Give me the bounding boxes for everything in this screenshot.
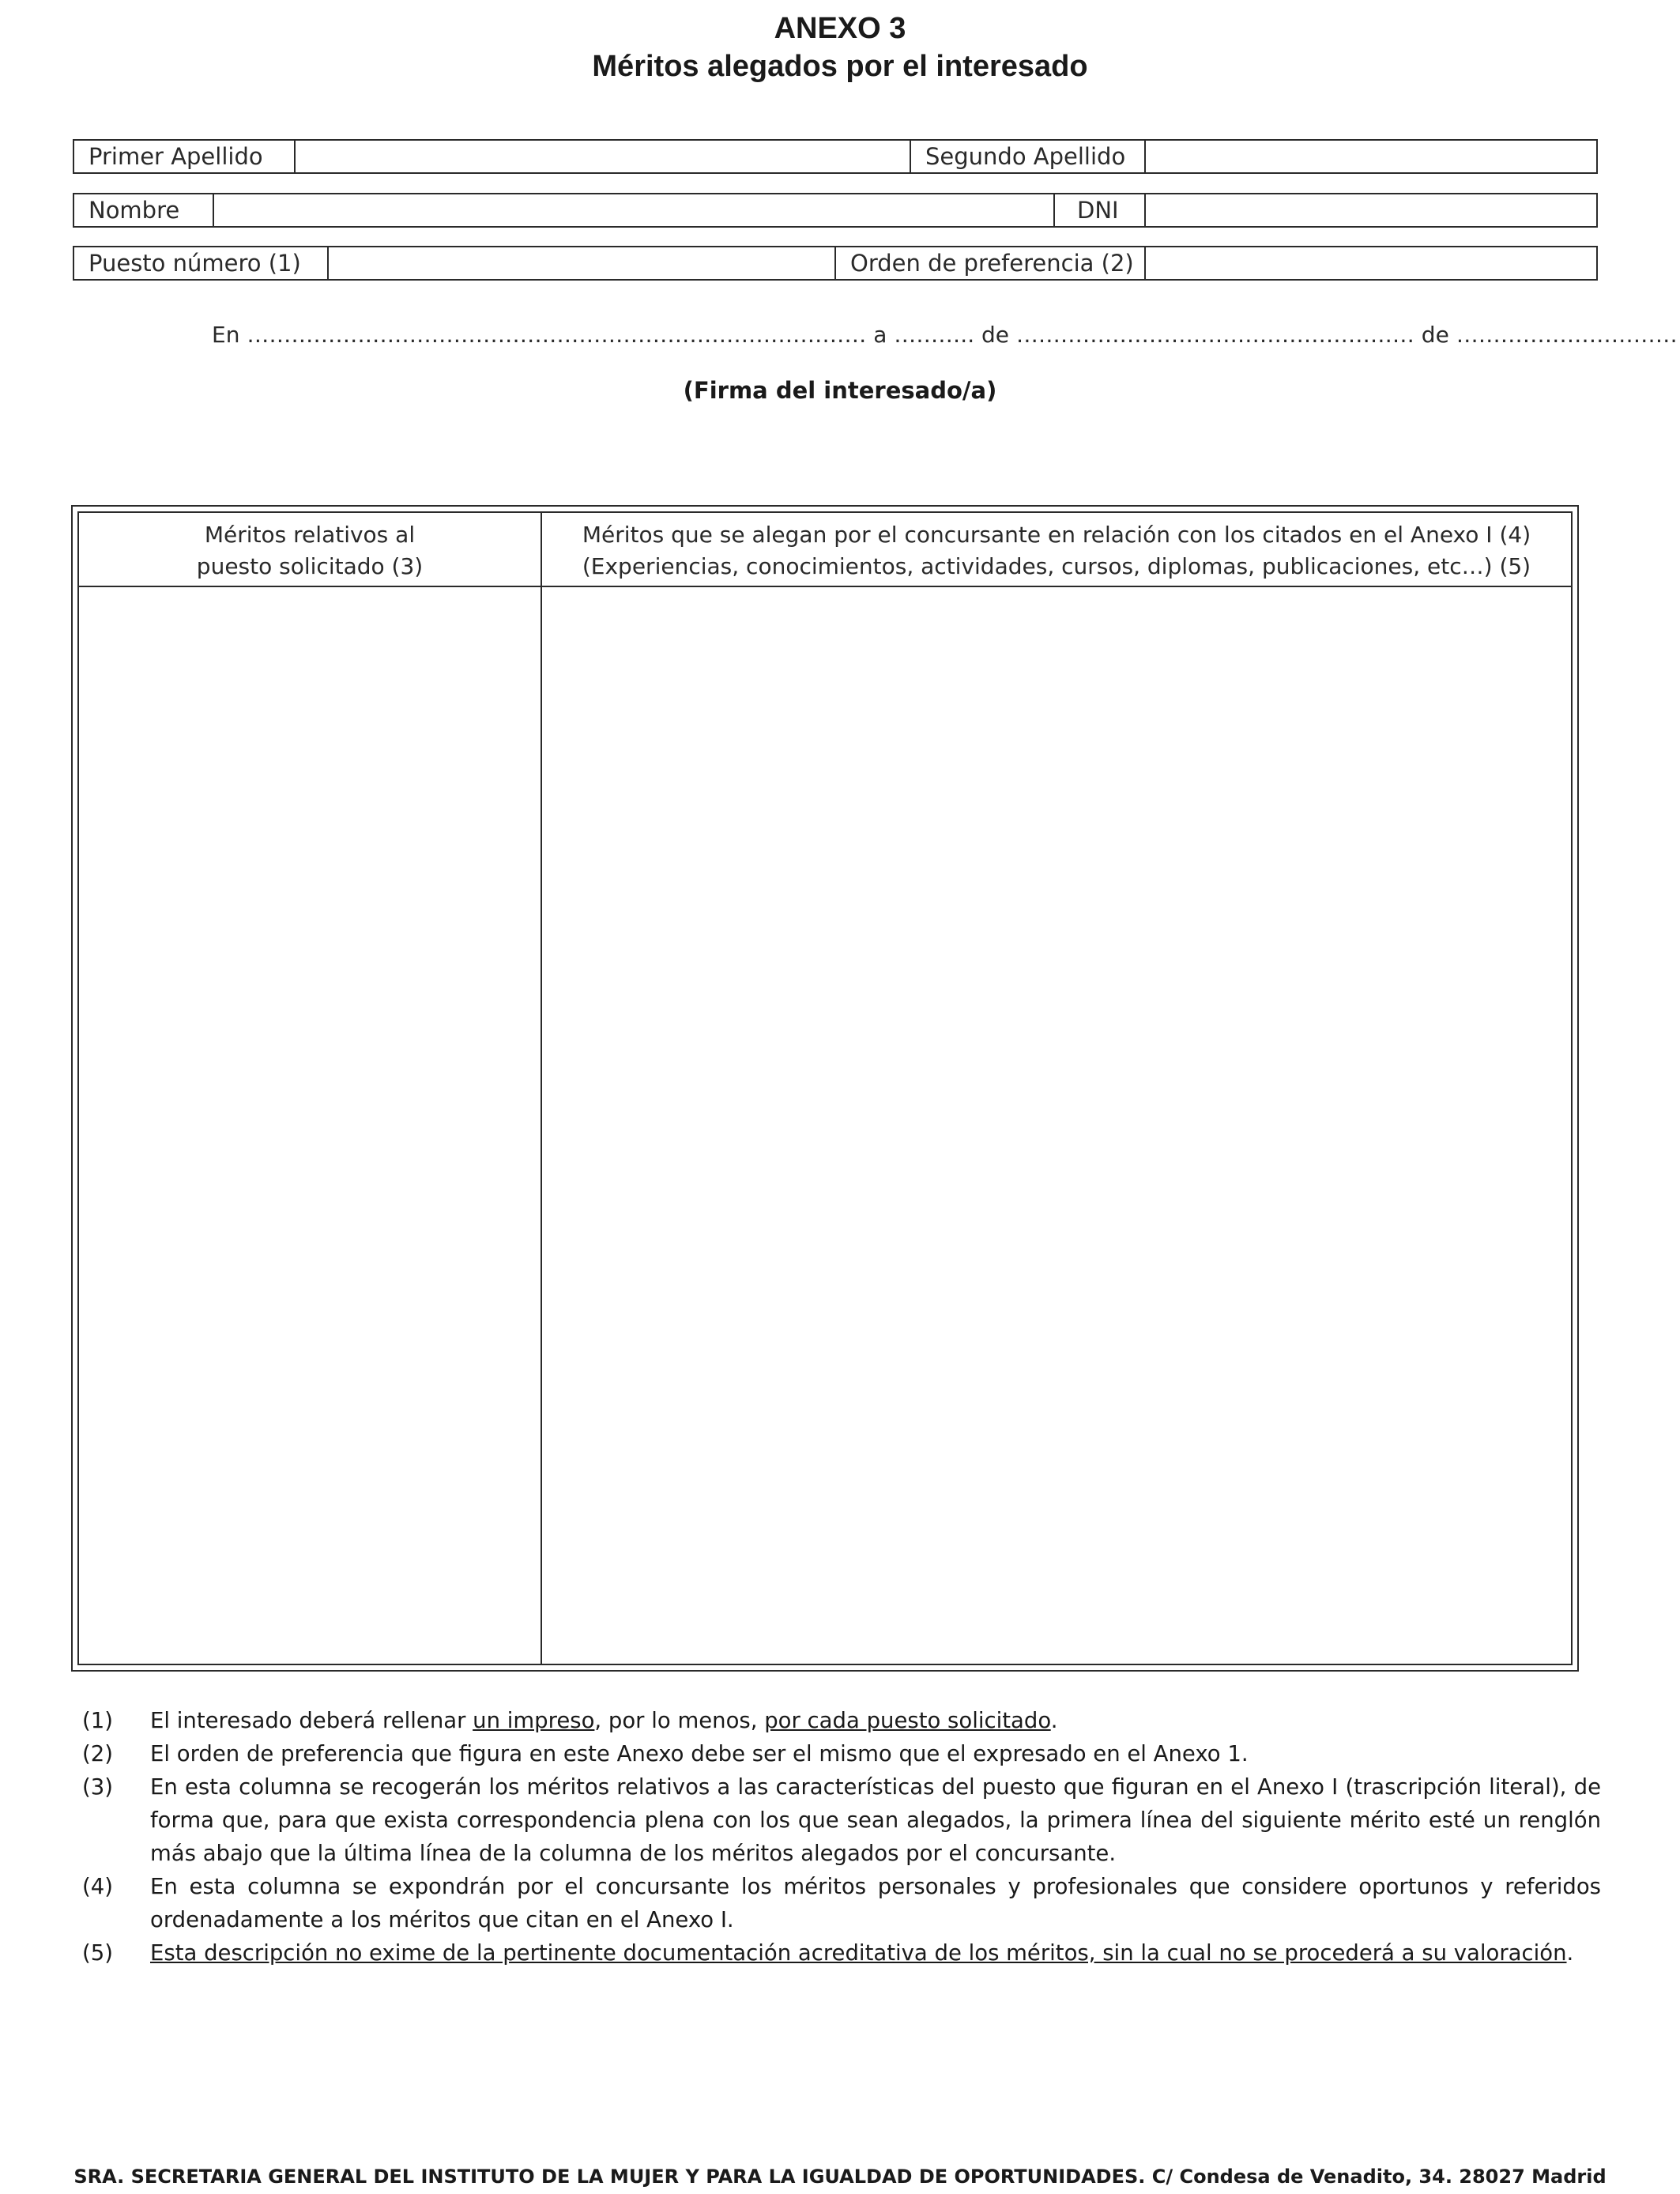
col2-header-line2: (Experiencias, conocimientos, actividades, cursos, diplomas, publicaciones, etc…) (5) xyxy=(582,553,1531,579)
orden-preferencia-field[interactable] xyxy=(1146,247,1596,279)
footer-address: SRA. SECRETARIA GENERAL DEL INSTITUTO DE LA MUJER Y PARA LA IGUALDAD DE OPORTUNIDADES. C/ Condesa de Venadito, 34. 28027 Madrid xyxy=(73,2166,1607,2188)
surnames-row xyxy=(73,139,1598,174)
footnotes xyxy=(82,1704,1601,1970)
merits-table xyxy=(71,505,1579,1672)
col1-header-line1: Méritos relativos al xyxy=(204,522,416,548)
post-row xyxy=(73,246,1598,281)
col1-header xyxy=(79,519,541,582)
merits-position-textarea[interactable] xyxy=(82,590,539,1661)
name-row xyxy=(73,193,1598,228)
signature-label: (Firma del interesado/a) xyxy=(683,377,997,404)
footnote-number: (4) xyxy=(82,1874,113,1899)
dni-label: DNI xyxy=(1055,194,1146,226)
dni-field[interactable] xyxy=(1146,194,1596,226)
puesto-numero-field[interactable] xyxy=(329,247,836,279)
segundo-apellido-label: Segundo Apellido xyxy=(911,141,1146,172)
footnote-2 xyxy=(82,1737,1601,1770)
header-divider xyxy=(79,586,1571,587)
place-date-line[interactable]: En ………………………………………………………………………… a ……….. de ……………………………………………… de ………………………… xyxy=(212,322,1678,348)
annex-subtitle: Méritos alegados por el interesado xyxy=(592,50,1088,83)
footnote-text: En esta columna se recogerán los méritos relativos a las características del puesto que figuran en el Anexo I (trascripción literal), de forma que, para que exista correspondencia plena con los que sean alegados, la primera línea del siguiente mérito esté un renglón más abajo que la última línea de la columna de los méritos alegados por el concursante. xyxy=(150,1774,1601,1866)
footnote-4 xyxy=(82,1870,1601,1936)
merits-table-inner xyxy=(77,511,1573,1665)
footnote-1 xyxy=(82,1704,1601,1737)
nombre-label: Nombre xyxy=(74,194,214,226)
segundo-apellido-field[interactable] xyxy=(1146,141,1596,172)
footnote-text: Esta descripción no exime de la pertinente documentación acreditativa de los méritos, sin la cual no se procederá a su valoración. xyxy=(150,1940,1574,1966)
col2-header xyxy=(542,519,1571,582)
footnote-3 xyxy=(82,1770,1601,1870)
merits-alleged-textarea[interactable] xyxy=(547,590,1568,1661)
orden-preferencia-label: Orden de preferencia (2) xyxy=(836,247,1146,279)
col2-header-line1: Méritos que se alegan por el concursante en relación con los citados en el Anexo I (4) xyxy=(582,522,1531,548)
footnote-number: (2) xyxy=(82,1741,113,1766)
footnote-text: El orden de preferencia que figura en este Anexo debe ser el mismo que el expresado en el Anexo 1. xyxy=(150,1741,1249,1766)
footnote-text: El interesado deberá rellenar un impreso, por lo menos, por cada puesto solicitado. xyxy=(150,1708,1058,1733)
puesto-numero-label: Puesto número (1) xyxy=(74,247,329,279)
col1-header-line2: puesto solicitado (3) xyxy=(196,553,424,579)
footnote-text: En esta columna se expondrán por el concursante los méritos personales y profesionales que considere oportunos y referidos ordenadamente a los méritos que citan en el Anexo I. xyxy=(150,1874,1601,1932)
footnote-number: (5) xyxy=(82,1940,113,1966)
footnote-number: (1) xyxy=(82,1708,113,1733)
primer-apellido-field[interactable] xyxy=(296,141,911,172)
annex-title: ANEXO 3 xyxy=(774,12,906,45)
primer-apellido-label: Primer Apellido xyxy=(74,141,296,172)
column-divider xyxy=(541,513,542,1664)
footnote-5 xyxy=(82,1936,1601,1970)
footnote-number: (3) xyxy=(82,1774,113,1800)
nombre-field[interactable] xyxy=(214,194,1055,226)
